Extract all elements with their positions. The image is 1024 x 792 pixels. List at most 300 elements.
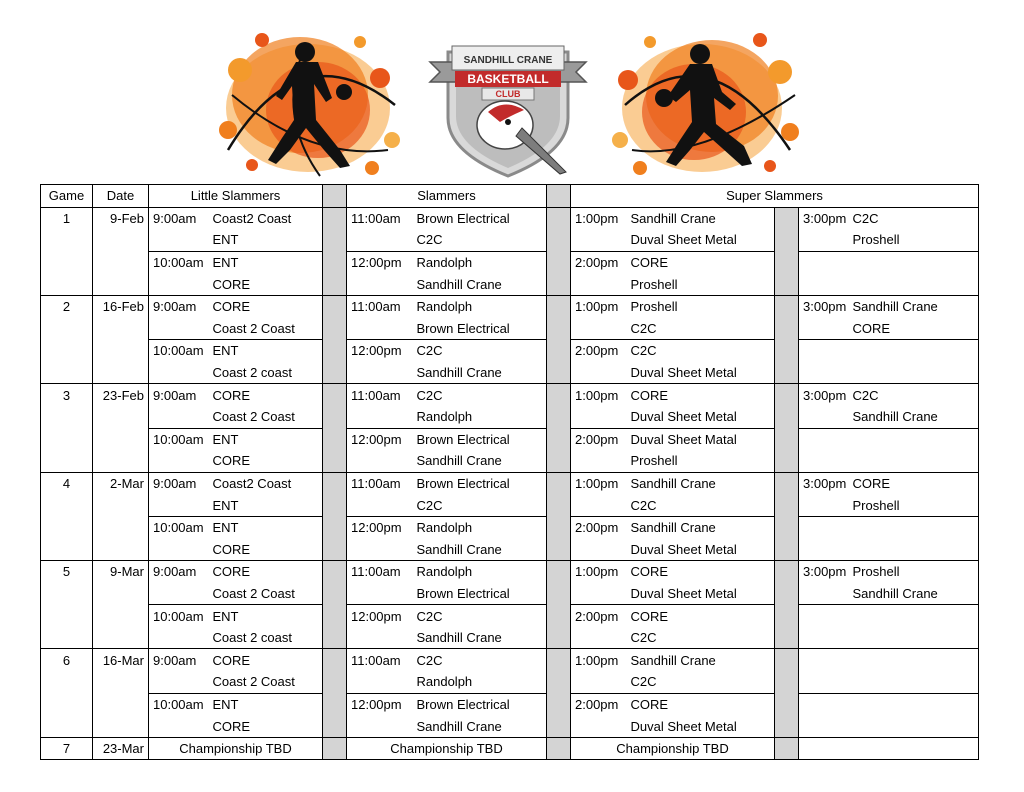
game-date [93,406,149,428]
gap-column [775,362,799,384]
match-time [799,605,853,627]
gap-column [547,539,571,561]
team-name: Randolph [417,251,547,273]
schedule-row [41,627,979,649]
team-name: ENT [213,251,323,273]
gap-column [547,605,571,627]
game-date [93,715,149,737]
team-name: Duval Sheet Metal [631,583,775,605]
match-time: 2:00pm [575,608,619,624]
team-name: C2C [417,340,547,362]
team-name: Brown Electrical [417,428,547,450]
team-name: C2C [417,229,547,251]
team-name: Coast2 Coast [213,207,323,229]
team-name [853,605,979,627]
match-time: 12:00pm [351,608,402,624]
team-name: C2C [853,207,979,229]
match-time: 11:00am [351,652,401,668]
team-name: C2C [417,605,547,627]
gap-column [323,649,347,671]
game-date [93,251,149,273]
team-name [853,340,979,362]
team-name: Sandhill Crane [631,649,775,671]
match-time [149,583,213,605]
match-time: 3:00pm [803,210,847,226]
header-game: Game [41,185,93,208]
match-time [799,693,853,715]
team-name: ENT [213,605,323,627]
game-date [93,428,149,450]
schedule-row [41,583,979,605]
match-time: 9:00am [153,299,197,315]
match-time [799,362,853,384]
match-time [799,583,853,605]
game-date [93,693,149,715]
match-time [571,583,631,605]
gap-column [323,362,347,384]
gap-column [547,516,571,538]
match-time [571,627,631,649]
team-name: C2C [631,671,775,693]
game-number [41,494,93,516]
team-name: Coast 2 coast [213,627,323,649]
game-date [93,318,149,340]
match-time: 9:00am [153,210,197,226]
game-date: 9-Feb [93,207,149,229]
team-name: Proshell [853,561,979,583]
game-number: 2 [41,295,93,317]
team-name: Sandhill Crane [417,715,547,737]
match-time: 3:00pm [803,387,847,403]
game-number [41,627,93,649]
schedule-row [41,251,979,273]
team-name: Randolph [417,406,547,428]
gap-column [323,539,347,561]
team-name [853,428,979,450]
header-super-slammers: Super Slammers [571,185,979,208]
game-date [93,273,149,295]
match-time [799,516,853,538]
match-time [347,539,417,561]
team-name: ENT [213,340,323,362]
team-name: ENT [213,693,323,715]
team-name: CORE [213,384,323,406]
match-time [347,583,417,605]
match-time: 1:00pm [575,387,619,403]
team-name: C2C [417,494,547,516]
team-name: Sandhill Crane [417,273,547,295]
team-name [853,273,979,295]
match-time [799,627,853,649]
match-time: 3:00pm [803,564,847,580]
game-number: 7 [41,737,93,760]
match-time [799,539,853,561]
schedule-body [41,207,979,760]
game-date: 23-Feb [93,384,149,406]
match-time [149,362,213,384]
match-time [347,450,417,472]
match-time [799,406,853,428]
match-time [347,715,417,737]
gap-column [547,406,571,428]
gap-column [323,185,347,208]
team-name: CORE [213,561,323,583]
match-time [799,715,853,737]
game-number: 4 [41,472,93,494]
game-date [93,583,149,605]
team-name: CORE [631,693,775,715]
team-name: Sandhill Crane [631,516,775,538]
match-time [571,494,631,516]
team-name: C2C [631,627,775,649]
match-time [571,273,631,295]
schedule-row [41,340,979,362]
game-date [93,340,149,362]
game-number: 3 [41,384,93,406]
gap-column [775,539,799,561]
team-name: Sandhill Crane [417,450,547,472]
match-time: 11:00am [351,299,401,315]
schedule-row [41,494,979,516]
team-name: Sandhill Crane [853,583,979,605]
match-time: 1:00pm [575,476,619,492]
header-row [41,185,979,208]
team-name [853,450,979,472]
match-time: 2:00pm [575,696,619,712]
match-time [149,273,213,295]
gap-column [323,450,347,472]
team-name: Sandhill Crane [631,472,775,494]
gap-column [775,516,799,538]
gap-column [323,583,347,605]
match-time: 2:00pm [575,255,619,271]
team-name: Sandhill Crane [417,539,547,561]
match-time [799,340,853,362]
game-date [93,671,149,693]
match-time: 1:00pm [575,210,619,226]
gap-column [323,318,347,340]
gap-column [547,207,571,229]
game-number [41,273,93,295]
header-artwork [0,0,1024,184]
match-time: 11:00am [351,387,401,403]
match-time: 10:00am [153,431,204,447]
gap-column [775,295,799,317]
schedule-row [41,472,979,494]
team-name: Proshell [631,295,775,317]
team-name: Randolph [417,671,547,693]
game-number [41,340,93,362]
gap-column [547,273,571,295]
team-name: CORE [213,539,323,561]
game-date [93,450,149,472]
gap-column [547,340,571,362]
team-name: Sandhill Crane [631,207,775,229]
match-time: 9:00am [153,652,197,668]
team-name: ENT [213,229,323,251]
gap-column [547,671,571,693]
team-name: CORE [213,450,323,472]
gap-column [547,295,571,317]
schedule-row [41,295,979,317]
gap-column [775,450,799,472]
match-time [149,450,213,472]
game-number: 6 [41,649,93,671]
team-name: CORE [853,318,979,340]
team-name: C2C [853,384,979,406]
gap-column [323,229,347,251]
match-time [799,494,853,516]
match-time [571,362,631,384]
match-time: 1:00pm [575,564,619,580]
gap-column [547,494,571,516]
schedule-row [41,229,979,251]
logo-line-3: CLUB [495,89,521,99]
game-number [41,318,93,340]
gap-column [323,715,347,737]
gap-column [775,605,799,627]
match-time [799,671,853,693]
team-name: C2C [417,649,547,671]
match-time: 2:00pm [575,431,619,447]
match-time: 9:00am [153,476,197,492]
team-name: Coast 2 Coast [213,671,323,693]
team-name: CORE [213,273,323,295]
game-date [93,627,149,649]
team-name: C2C [631,318,775,340]
team-name [853,516,979,538]
gap-column [547,251,571,273]
gap-column [547,362,571,384]
gap-column [547,229,571,251]
match-time [149,715,213,737]
schedule-row [41,384,979,406]
match-time: 11:00am [351,476,401,492]
game-number [41,251,93,273]
match-time [571,406,631,428]
match-time: 1:00pm [575,299,619,315]
gap-column [775,671,799,693]
schedule-row [41,671,979,693]
match-time [149,406,213,428]
match-time: 10:00am [153,255,204,271]
gap-column [775,561,799,583]
header-slammers: Slammers [347,185,547,208]
match-time [149,539,213,561]
match-time: 11:00am [351,564,401,580]
team-name [853,671,979,693]
team-name [853,649,979,671]
match-time [799,273,853,295]
gap-column [547,428,571,450]
team-name [853,251,979,273]
gap-column [547,715,571,737]
game-number [41,229,93,251]
game-date [93,494,149,516]
gap-column [775,627,799,649]
game-number [41,715,93,737]
game-date [93,539,149,561]
team-name: Coast 2 Coast [213,406,323,428]
match-time [347,318,417,340]
right-player-splash-image [612,33,799,175]
gap-column [547,450,571,472]
team-name: Duval Sheet Metal [631,406,775,428]
schedule-row [41,605,979,627]
gap-column [323,516,347,538]
gap-column [323,737,347,760]
match-time: 12:00pm [351,255,402,271]
team-name: ENT [213,494,323,516]
game-number [41,516,93,538]
gap-column [323,428,347,450]
schedule-row [41,428,979,450]
match-time: 12:00pm [351,520,402,536]
team-name: Sandhill Crane [853,406,979,428]
team-name: CORE [213,295,323,317]
match-time [799,450,853,472]
team-name: Proshell [853,494,979,516]
team-name: Duval Sheet Metal [631,715,775,737]
game-number [41,428,93,450]
match-time: 9:00am [153,387,197,403]
match-time: 10:00am [153,696,204,712]
game-date: 2-Mar [93,472,149,494]
schedule-row [41,406,979,428]
match-time [347,362,417,384]
gap-column [775,693,799,715]
game-date [93,605,149,627]
gap-column [323,605,347,627]
game-date: 23-Mar [93,737,149,760]
team-name: Duval Sheet Matal [631,428,775,450]
schedule-row [41,539,979,561]
match-time: 3:00pm [803,299,847,315]
left-player-splash-image [219,33,400,176]
game-number [41,583,93,605]
match-time [571,229,631,251]
game-date [93,229,149,251]
schedule-row [41,693,979,715]
game-date [93,362,149,384]
team-name: Duval Sheet Metal [631,362,775,384]
team-name [853,362,979,384]
gap-column [547,737,571,760]
game-number [41,362,93,384]
championship-row [41,737,979,760]
empty-cell [799,737,979,760]
gap-column [547,649,571,671]
team-name: CORE [631,384,775,406]
team-name: Brown Electrical [417,318,547,340]
gap-column [775,340,799,362]
team-name [853,715,979,737]
championship-slammers: Championship TBD [347,737,547,760]
match-time [149,671,213,693]
gap-column [547,472,571,494]
game-date: 16-Mar [93,649,149,671]
team-name: ENT [213,516,323,538]
team-name: Coast 2 coast [213,362,323,384]
match-time [149,494,213,516]
championship-little: Championship TBD [149,737,323,760]
match-time [347,494,417,516]
team-name: Proshell [631,450,775,472]
gap-column [547,583,571,605]
schedule-row [41,450,979,472]
gap-column [775,207,799,229]
team-name [853,627,979,649]
team-name: Sandhill Crane [853,295,979,317]
schedule-table [40,184,979,760]
match-time [571,450,631,472]
game-number: 5 [41,561,93,583]
schedule-row [41,516,979,538]
match-time [149,318,213,340]
logo-line-1: SANDHILL CRANE [463,55,553,66]
match-time: 10:00am [153,608,204,624]
championship-super: Championship TBD [571,737,775,760]
team-name: Duval Sheet Metal [631,539,775,561]
schedule-row [41,649,979,671]
team-name [853,539,979,561]
team-name: Sandhill Crane [417,627,547,649]
team-name: C2C [417,384,547,406]
team-name: Coast2 Coast [213,472,323,494]
match-time [347,273,417,295]
gap-column [775,318,799,340]
team-name: Coast 2 Coast [213,318,323,340]
game-number [41,406,93,428]
team-name: Brown Electrical [417,583,547,605]
gap-column [323,207,347,229]
match-time: 12:00pm [351,343,402,359]
match-time [347,627,417,649]
game-number [41,539,93,561]
team-name: CORE [631,561,775,583]
gap-column [775,737,799,760]
gap-column [547,185,571,208]
team-name: C2C [631,340,775,362]
match-time [347,229,417,251]
schedule-row [41,715,979,737]
club-logo [430,46,586,176]
header-little-slammers: Little Slammers [149,185,323,208]
match-time [799,428,853,450]
match-time [149,627,213,649]
gap-column [547,627,571,649]
team-name: Proshell [631,273,775,295]
team-name: Proshell [853,229,979,251]
gap-column [775,472,799,494]
gap-column [323,340,347,362]
gap-column [547,318,571,340]
team-name: Randolph [417,516,547,538]
gap-column [775,428,799,450]
gap-column [775,251,799,273]
gap-column [775,229,799,251]
gap-column [323,561,347,583]
team-name: CORE [631,251,775,273]
match-time [799,251,853,273]
gap-column [775,384,799,406]
game-number [41,605,93,627]
match-time [571,671,631,693]
match-time: 1:00pm [575,652,619,668]
gap-column [323,627,347,649]
match-time: 9:00am [153,564,197,580]
team-name: CORE [853,472,979,494]
